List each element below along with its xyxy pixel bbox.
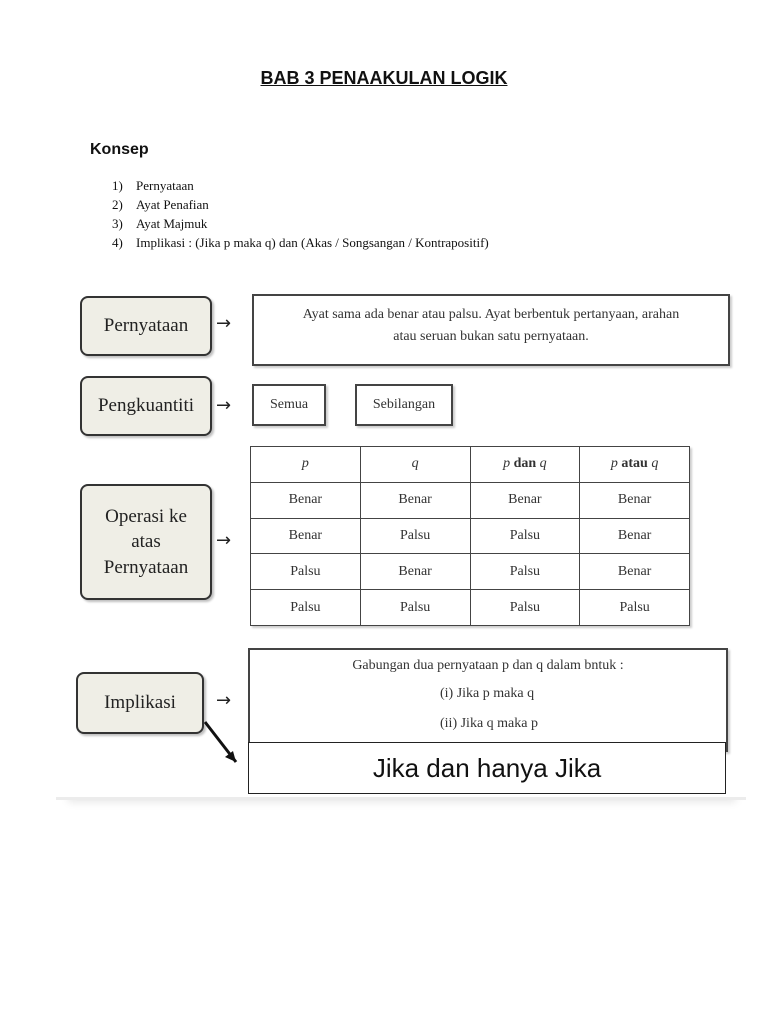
pernyataan-definition: Ayat sama ada benar atau palsu. Ayat berbentuk pertanyaan, arahan atau seruan bukan satu pernyataan. (252, 294, 730, 366)
arrow-icon: → (216, 313, 232, 334)
header-p-atau-q: p atau q (580, 447, 690, 483)
header-q: q (360, 447, 470, 483)
arrow-icon: → (216, 690, 232, 711)
table-row: Benar Palsu Palsu Benar (251, 518, 690, 554)
table-row: Benar Benar Benar Benar (251, 482, 690, 518)
annotation-box: Jika dan hanya Jika (248, 742, 726, 794)
label-operasi: Operasi ke atas Pernyataan (80, 484, 212, 600)
page-title: BAB 3 PENAAKULAN LOGIK (260, 68, 508, 88)
label-implikasi: Implikasi (76, 672, 204, 734)
list-item: 2) Ayat Penafian (112, 197, 209, 212)
section-heading-konsep: Konsep (90, 141, 149, 158)
table-row: Palsu Palsu Palsu Palsu (251, 590, 690, 626)
arrow-icon: → (216, 530, 232, 551)
implikasi-definition: Gabungan dua pernyataan p dan q dalam bntuk : (i) Jika p maka q (ii) Jika q maka p (248, 648, 728, 752)
header-p-dan-q: p dan q (470, 447, 580, 483)
table-row: Palsu Benar Palsu Benar (251, 554, 690, 590)
arrow-icon: → (216, 395, 232, 416)
label-pengkuantiti: Pengkuantiti (80, 376, 212, 436)
label-pernyataan: Pernyataan (80, 296, 212, 356)
list-item: 1) Pernyataan (112, 178, 194, 193)
quantifier-semua: Semua (252, 384, 326, 426)
list-item: 3) Ayat Majmuk (112, 216, 208, 231)
list-item: 4) Implikasi : (Jika p maka q) dan (Akas / Songsangan / Kontrapositif) (112, 235, 489, 250)
quantifier-sebilangan: Sebilangan (355, 384, 453, 426)
header-p: p (251, 447, 361, 483)
